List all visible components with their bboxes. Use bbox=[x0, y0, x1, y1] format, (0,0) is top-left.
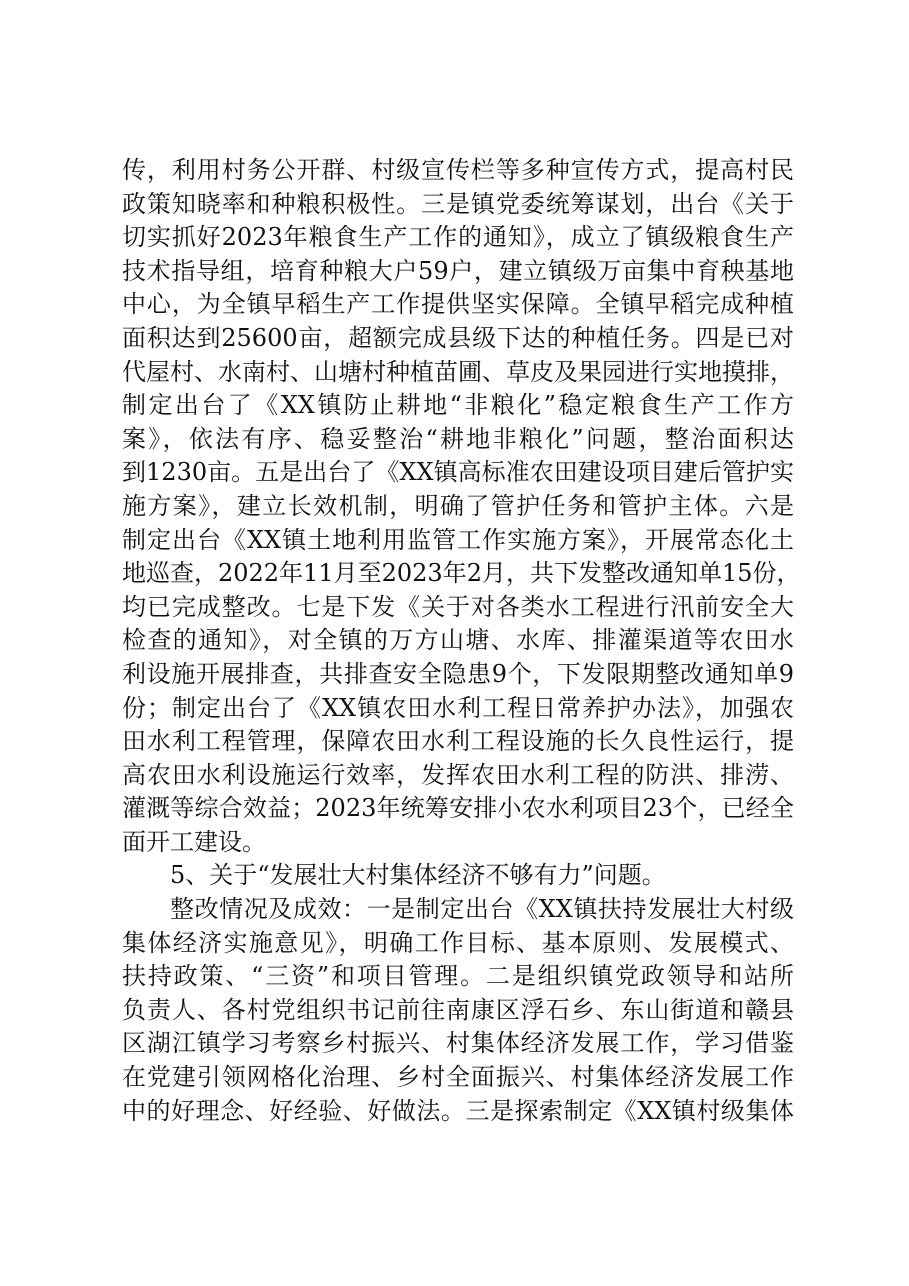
text-line: 均已完成整改。七是下发《关于对各类水工程进行汛前安全大 bbox=[122, 592, 794, 621]
body-text bbox=[122, 154, 801, 1128]
text-line: 负责人、各村党组织书记前往南康区浮石乡、东山街道和赣县 bbox=[122, 995, 794, 1024]
text-line: 高农田水利设施运行效率，发挥农田水利工程的防洪、排涝、 bbox=[122, 760, 794, 789]
text-line: 地巡查，2022年11月至2023年2月，共下发整改通知单15份， bbox=[122, 559, 801, 588]
text-line: 区湖江镇学习考察乡村振兴、村集体经济发展工作，学习借鉴 bbox=[122, 1029, 794, 1058]
section-heading: 5、关于“发展壮大村集体经济不够有力”问题。 bbox=[170, 861, 666, 890]
text-line: 田水利工程管理，保障农田水利工程设施的长久良性运行，提 bbox=[122, 727, 794, 756]
text-line: 集体经济实施意见》，明确工作目标、基本原则、发展模式、 bbox=[122, 928, 794, 957]
text-line: 整改情况及成效：一是制定出台《XX镇扶持发展壮大村级 bbox=[170, 895, 794, 924]
text-line: 扶持政策、“三资”和项目管理。二是组织镇党政领导和站所 bbox=[122, 962, 794, 991]
text-line: 政策知晓率和种粮积极性。三是镇党委统筹谋划，出台《关于 bbox=[122, 189, 794, 218]
text-line: 在党建引领网格化治理、乡村全面振兴、村集体经济发展工作 bbox=[122, 1063, 794, 1092]
text-line: 技术指导组，培育种粮大户59户，建立镇级万亩集中育秧基地 bbox=[122, 256, 794, 285]
text-line: 代屋村、水南村、山塘村种植苗圃、草皮及果园进行实地摸排， bbox=[122, 357, 794, 386]
text-line: 面积达到25600亩，超额完成县级下达的种植任务。四是已对 bbox=[122, 323, 794, 352]
text-line: 中心，为全镇早稻生产工作提供坚实保障。全镇早稻完成种植 bbox=[122, 290, 794, 319]
text-line: 制定出台《XX镇土地利用监管工作实施方案》，开展常态化土 bbox=[122, 525, 794, 554]
text-line: 案》，依法有序、稳妥整治“耕地非粮化”问题，整治面积达 bbox=[122, 424, 794, 453]
text-line: 传，利用村务公开群、村级宣传栏等多种宣传方式，提高村民 bbox=[122, 156, 794, 184]
text-line: 份；制定出台了《XX镇农田水利工程日常养护办法》，加强农 bbox=[122, 693, 794, 722]
text-line: 切实抓好2023年粮食生产工作的通知》，成立了镇级粮食生产 bbox=[122, 223, 794, 252]
text-line: 中的好理念、好经验、好做法。三是探索制定《XX镇村级集体 bbox=[122, 1096, 794, 1125]
text-line: 利设施开展排查，共排查安全隐患9个，下发限期整改通知单9 bbox=[122, 659, 794, 688]
text-line: 施方案》，建立长效机制，明确了管护任务和管护主体。六是 bbox=[122, 491, 794, 520]
text-line: 灌溉等综合效益；2023年统筹安排小农水利项目23个，已经全 bbox=[122, 794, 794, 823]
text-line: 检查的通知》，对全镇的万方山塘、水库、排灌渠道等农田水 bbox=[122, 626, 794, 655]
text-line: 面开工建设。 bbox=[122, 827, 266, 856]
text-line: 到1230亩。五是出台了《XX镇高标准农田建设项目建后管护实 bbox=[122, 458, 794, 487]
text-line: 制定出台了《XX镇防止耕地“非粮化”稳定粮食生产工作方 bbox=[122, 391, 794, 420]
